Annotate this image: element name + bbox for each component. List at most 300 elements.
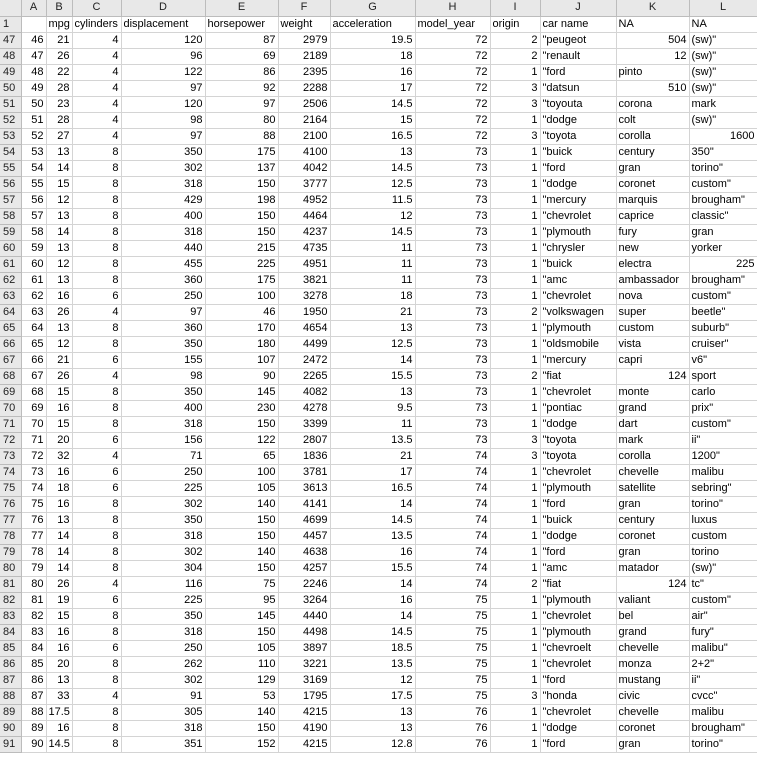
cell[interactable]: 9.5 [330, 400, 415, 416]
cell[interactable]: 69 [205, 48, 278, 64]
cell[interactable]: 16.5 [330, 480, 415, 496]
cell[interactable]: 2472 [278, 352, 330, 368]
cell[interactable]: "buick [540, 144, 616, 160]
cell[interactable]: 17.5 [330, 688, 415, 704]
cell[interactable]: "dodge [540, 416, 616, 432]
cell[interactable]: 6 [72, 432, 121, 448]
cell[interactable]: civic [616, 688, 689, 704]
cell[interactable]: 4 [72, 64, 121, 80]
cell[interactable]: 73 [415, 192, 490, 208]
cell[interactable]: malibu [689, 704, 757, 720]
cell[interactable]: 52 [21, 128, 46, 144]
cell[interactable]: grand [616, 400, 689, 416]
cell[interactable]: 15 [330, 112, 415, 128]
cell[interactable]: "mercury [540, 352, 616, 368]
cell[interactable]: 11 [330, 416, 415, 432]
cell[interactable]: (sw)" [689, 64, 757, 80]
cell[interactable]: 318 [121, 416, 205, 432]
cell[interactable]: 73 [415, 320, 490, 336]
cell[interactable]: 4257 [278, 560, 330, 576]
cell[interactable]: 3 [490, 80, 540, 96]
cell[interactable]: 120 [121, 32, 205, 48]
cell[interactable]: 15.5 [330, 560, 415, 576]
cell[interactable]: 73 [415, 384, 490, 400]
cell[interactable]: 81 [21, 592, 46, 608]
cell[interactable]: 26 [46, 368, 72, 384]
cell[interactable]: (sw)" [689, 560, 757, 576]
cell[interactable]: suburb" [689, 320, 757, 336]
cell[interactable]: 73 [415, 416, 490, 432]
cell[interactable]: coronet [616, 528, 689, 544]
cell[interactable]: 49 [21, 80, 46, 96]
cell[interactable]: 4638 [278, 544, 330, 560]
cell[interactable]: "toyota [540, 448, 616, 464]
cell[interactable]: 8 [72, 176, 121, 192]
cell[interactable]: 62 [21, 288, 46, 304]
cell[interactable]: 150 [205, 416, 278, 432]
cell[interactable]: 198 [205, 192, 278, 208]
cell[interactable]: 74 [415, 512, 490, 528]
cell[interactable]: 8 [72, 704, 121, 720]
cell[interactable]: 75 [415, 608, 490, 624]
row-header[interactable]: 77 [0, 512, 21, 528]
cell[interactable]: luxus [689, 512, 757, 528]
cell[interactable]: 8 [72, 528, 121, 544]
column-header-b[interactable]: B [46, 0, 72, 16]
row-header[interactable]: 79 [0, 544, 21, 560]
cell[interactable]: 73 [415, 208, 490, 224]
cell[interactable]: 4952 [278, 192, 330, 208]
row-header[interactable]: 51 [0, 96, 21, 112]
cell[interactable]: 1 [490, 560, 540, 576]
cell[interactable]: "fiat [540, 368, 616, 384]
cell[interactable]: coronet [616, 176, 689, 192]
cell[interactable]: 12.8 [330, 736, 415, 752]
column-header-d[interactable]: D [121, 0, 205, 16]
cell[interactable]: 16.5 [330, 128, 415, 144]
cell[interactable]: 87 [21, 688, 46, 704]
cell[interactable]: 350 [121, 512, 205, 528]
cell[interactable]: 110 [205, 656, 278, 672]
cell[interactable]: 1 [490, 288, 540, 304]
cell[interactable]: sebring" [689, 480, 757, 496]
cell[interactable]: 76 [21, 512, 46, 528]
cell[interactable]: 2 [490, 368, 540, 384]
cell[interactable]: 6 [72, 464, 121, 480]
cell[interactable]: "buick [540, 256, 616, 272]
cell[interactable]: NA [689, 16, 757, 32]
row-header[interactable]: 48 [0, 48, 21, 64]
cell[interactable]: 215 [205, 240, 278, 256]
cell[interactable]: 53 [205, 688, 278, 704]
cell[interactable]: gran [616, 736, 689, 752]
cell[interactable]: 4498 [278, 624, 330, 640]
cell[interactable]: 27 [46, 128, 72, 144]
cell[interactable]: 65 [205, 448, 278, 464]
row-header[interactable]: 54 [0, 144, 21, 160]
cell[interactable]: "plymouth [540, 320, 616, 336]
cell[interactable]: 13 [330, 144, 415, 160]
cell[interactable]: "chevrolet [540, 288, 616, 304]
cell[interactable]: 350" [689, 144, 757, 160]
cell[interactable]: 98 [121, 112, 205, 128]
cell[interactable]: "chrysler [540, 240, 616, 256]
cell[interactable]: ii" [689, 672, 757, 688]
cell[interactable]: 16 [46, 720, 72, 736]
cell[interactable]: 19 [46, 592, 72, 608]
cell[interactable]: 4 [72, 304, 121, 320]
cell[interactable]: 2 [490, 576, 540, 592]
cell[interactable]: 350 [121, 144, 205, 160]
row-header[interactable]: 63 [0, 288, 21, 304]
row-header[interactable]: 70 [0, 400, 21, 416]
cell[interactable]: 76 [415, 720, 490, 736]
cell[interactable]: 1 [490, 656, 540, 672]
cell[interactable]: bel [616, 608, 689, 624]
cell[interactable]: 18 [330, 48, 415, 64]
cell[interactable]: 13.5 [330, 656, 415, 672]
cell[interactable]: 13.5 [330, 432, 415, 448]
cell[interactable]: 17 [330, 80, 415, 96]
row-header[interactable]: 68 [0, 368, 21, 384]
cell[interactable]: 150 [205, 720, 278, 736]
cell[interactable]: 175 [205, 144, 278, 160]
cell[interactable]: 1 [490, 416, 540, 432]
row-header[interactable]: 86 [0, 656, 21, 672]
cell[interactable]: 46 [205, 304, 278, 320]
cell[interactable]: 180 [205, 336, 278, 352]
row-header[interactable]: 65 [0, 320, 21, 336]
cell[interactable]: "amc [540, 560, 616, 576]
cell[interactable]: "dodge [540, 176, 616, 192]
cell[interactable]: 8 [72, 624, 121, 640]
row-header[interactable]: 90 [0, 720, 21, 736]
cell[interactable]: 13.5 [330, 528, 415, 544]
cell[interactable]: 74 [415, 560, 490, 576]
cell[interactable]: 302 [121, 496, 205, 512]
cell[interactable]: "volkswagen [540, 304, 616, 320]
cell[interactable]: 47 [21, 48, 46, 64]
cell[interactable]: prix" [689, 400, 757, 416]
cell[interactable]: cruiser" [689, 336, 757, 352]
cell[interactable]: 1 [490, 144, 540, 160]
cell[interactable]: 4082 [278, 384, 330, 400]
row-header[interactable]: 91 [0, 736, 21, 752]
cell[interactable]: 55 [21, 176, 46, 192]
row-header[interactable]: 56 [0, 176, 21, 192]
cell[interactable]: capri [616, 352, 689, 368]
cell[interactable]: 510 [616, 80, 689, 96]
column-header-e[interactable]: E [205, 0, 278, 16]
cell[interactable]: 61 [21, 272, 46, 288]
cell[interactable]: 48 [21, 64, 46, 80]
cell[interactable]: 97 [121, 304, 205, 320]
row-header[interactable]: 80 [0, 560, 21, 576]
cell[interactable]: 14 [46, 224, 72, 240]
cell[interactable]: yorker [689, 240, 757, 256]
cell[interactable]: 80 [205, 112, 278, 128]
cell[interactable]: 83 [21, 624, 46, 640]
cell[interactable]: 1 [490, 640, 540, 656]
cell[interactable]: 60 [21, 256, 46, 272]
cell[interactable]: 13 [46, 208, 72, 224]
cell[interactable]: "chevrolet [540, 208, 616, 224]
cell[interactable]: 18 [46, 480, 72, 496]
cell[interactable]: 150 [205, 224, 278, 240]
cell[interactable]: 32 [46, 448, 72, 464]
cell[interactable]: 140 [205, 544, 278, 560]
cell[interactable]: 74 [415, 464, 490, 480]
cell[interactable]: 3897 [278, 640, 330, 656]
cell[interactable]: 3278 [278, 288, 330, 304]
cell[interactable]: 21 [46, 32, 72, 48]
cell[interactable]: 72 [415, 80, 490, 96]
cell[interactable]: monte [616, 384, 689, 400]
cell[interactable]: gran [616, 160, 689, 176]
cell[interactable]: 129 [205, 672, 278, 688]
cell[interactable]: "ford [540, 672, 616, 688]
cell[interactable]: 57 [21, 208, 46, 224]
cell[interactable]: 350 [121, 608, 205, 624]
cell[interactable]: 4042 [278, 160, 330, 176]
cell[interactable]: 3169 [278, 672, 330, 688]
cell[interactable]: (sw)" [689, 32, 757, 48]
cell[interactable]: 318 [121, 720, 205, 736]
cell[interactable]: 20 [46, 656, 72, 672]
cell[interactable]: 22 [46, 64, 72, 80]
cell[interactable]: 350 [121, 384, 205, 400]
cell[interactable]: 16 [46, 288, 72, 304]
row-header[interactable]: 57 [0, 192, 21, 208]
row-header[interactable]: 55 [0, 160, 21, 176]
cell[interactable]: 3 [490, 432, 540, 448]
cell[interactable]: 4 [72, 128, 121, 144]
cell[interactable]: "pontiac [540, 400, 616, 416]
cell[interactable]: matador [616, 560, 689, 576]
cell[interactable]: 2164 [278, 112, 330, 128]
cell[interactable]: 150 [205, 208, 278, 224]
cell[interactable]: 82 [21, 608, 46, 624]
cell[interactable]: 360 [121, 272, 205, 288]
cell[interactable]: 14 [46, 560, 72, 576]
cell[interactable]: 150 [205, 528, 278, 544]
cell[interactable]: model_year [415, 16, 490, 32]
cell[interactable]: 20 [46, 432, 72, 448]
cell[interactable]: displacement [121, 16, 205, 32]
cell[interactable]: 72 [415, 48, 490, 64]
cell[interactable]: 14 [46, 160, 72, 176]
cell[interactable]: cylinders [72, 16, 121, 32]
cell[interactable]: 75 [415, 592, 490, 608]
cell[interactable]: custom [689, 528, 757, 544]
cell[interactable]: 1 [490, 464, 540, 480]
cell[interactable]: 4735 [278, 240, 330, 256]
cell[interactable]: 17 [330, 464, 415, 480]
cell[interactable]: satellite [616, 480, 689, 496]
cell[interactable]: 74 [21, 480, 46, 496]
cell[interactable]: 90 [21, 736, 46, 752]
cell[interactable]: classic" [689, 208, 757, 224]
cell[interactable]: 120 [121, 96, 205, 112]
cell[interactable]: 14.5 [330, 512, 415, 528]
row-header[interactable]: 66 [0, 336, 21, 352]
cell[interactable]: malibu" [689, 640, 757, 656]
cell[interactable]: 302 [121, 672, 205, 688]
cell[interactable]: 8 [72, 496, 121, 512]
cell[interactable]: 302 [121, 544, 205, 560]
cell[interactable]: 75 [415, 640, 490, 656]
cell[interactable]: 230 [205, 400, 278, 416]
cell[interactable]: 72 [415, 32, 490, 48]
cell[interactable]: 75 [415, 688, 490, 704]
cell[interactable]: 150 [205, 512, 278, 528]
cell[interactable]: 4100 [278, 144, 330, 160]
cell[interactable]: 150 [205, 624, 278, 640]
cell[interactable]: 14.5 [46, 736, 72, 752]
cell[interactable]: grand [616, 624, 689, 640]
cell[interactable]: 8 [72, 720, 121, 736]
cell[interactable]: colt [616, 112, 689, 128]
cell[interactable]: 175 [205, 272, 278, 288]
cell[interactable]: 4141 [278, 496, 330, 512]
cell[interactable]: custom" [689, 592, 757, 608]
cell[interactable]: 12 [330, 672, 415, 688]
cell[interactable]: 26 [46, 48, 72, 64]
cell[interactable]: "chevrolet [540, 608, 616, 624]
cell[interactable]: mark [689, 96, 757, 112]
cell[interactable]: 13 [330, 320, 415, 336]
cell[interactable]: 26 [46, 576, 72, 592]
cell[interactable]: 97 [121, 80, 205, 96]
cell[interactable]: 8 [72, 224, 121, 240]
cell[interactable]: 15 [46, 416, 72, 432]
cell[interactable]: 8 [72, 736, 121, 752]
cell[interactable]: 74 [415, 528, 490, 544]
cell[interactable]: "ford [540, 496, 616, 512]
cell[interactable]: 11 [330, 256, 415, 272]
cell[interactable]: 1 [490, 480, 540, 496]
cell[interactable]: custom" [689, 176, 757, 192]
cell[interactable]: 13 [330, 704, 415, 720]
cell[interactable]: 8 [72, 240, 121, 256]
cell[interactable]: 12 [330, 208, 415, 224]
cell[interactable]: corolla [616, 448, 689, 464]
cell[interactable]: 21 [330, 304, 415, 320]
cell[interactable]: 4 [72, 576, 121, 592]
row-header[interactable]: 61 [0, 256, 21, 272]
cell[interactable]: 73 [415, 288, 490, 304]
row-header[interactable]: 53 [0, 128, 21, 144]
column-header-h[interactable]: H [415, 0, 490, 16]
cell[interactable]: 90 [205, 368, 278, 384]
cell[interactable]: ambassador [616, 272, 689, 288]
cell[interactable]: 105 [205, 640, 278, 656]
cell[interactable]: 1 [490, 608, 540, 624]
cell[interactable]: 4 [72, 368, 121, 384]
row-header[interactable]: 49 [0, 64, 21, 80]
cell[interactable]: 1 [490, 224, 540, 240]
cell[interactable]: corona [616, 96, 689, 112]
cell[interactable]: 1600 [689, 128, 757, 144]
cell[interactable]: 155 [121, 352, 205, 368]
cell[interactable]: 13 [46, 144, 72, 160]
cell[interactable]: 3 [490, 688, 540, 704]
cell[interactable]: 2 [490, 304, 540, 320]
cell[interactable]: 225 [689, 256, 757, 272]
cell[interactable]: 262 [121, 656, 205, 672]
row-header[interactable]: 82 [0, 592, 21, 608]
row-header[interactable]: 69 [0, 384, 21, 400]
column-header-l[interactable]: L [689, 0, 757, 16]
cell[interactable]: 318 [121, 624, 205, 640]
cell[interactable]: 13 [46, 272, 72, 288]
cell[interactable]: 3221 [278, 656, 330, 672]
cell[interactable]: 73 [415, 368, 490, 384]
cell[interactable]: 105 [205, 480, 278, 496]
cell[interactable]: 2 [490, 32, 540, 48]
cell[interactable]: 440 [121, 240, 205, 256]
cell[interactable]: gran [616, 544, 689, 560]
cell[interactable]: 8 [72, 256, 121, 272]
cell[interactable]: 71 [21, 432, 46, 448]
cell[interactable]: 1 [490, 704, 540, 720]
cell[interactable]: 1 [490, 352, 540, 368]
cell[interactable]: 145 [205, 608, 278, 624]
cell[interactable]: 21 [330, 448, 415, 464]
cell[interactable]: 3 [490, 128, 540, 144]
cell[interactable]: "chevrolet [540, 384, 616, 400]
cell[interactable]: 16 [46, 400, 72, 416]
cell[interactable]: marquis [616, 192, 689, 208]
cell[interactable]: "mercury [540, 192, 616, 208]
cell[interactable]: 1200" [689, 448, 757, 464]
cell[interactable]: 400 [121, 400, 205, 416]
row-header[interactable]: 75 [0, 480, 21, 496]
cell[interactable]: 4 [72, 448, 121, 464]
cell[interactable]: dart [616, 416, 689, 432]
cell[interactable]: 124 [616, 576, 689, 592]
cell[interactable]: 73 [21, 464, 46, 480]
row-header[interactable]: 60 [0, 240, 21, 256]
cell[interactable]: 97 [205, 96, 278, 112]
cell[interactable]: 13 [46, 672, 72, 688]
cell[interactable]: 400 [121, 208, 205, 224]
cell[interactable]: 75 [21, 496, 46, 512]
cell[interactable]: 2189 [278, 48, 330, 64]
row-header[interactable]: 1 [0, 16, 21, 32]
cell[interactable]: 73 [415, 352, 490, 368]
cell[interactable]: 4951 [278, 256, 330, 272]
cell[interactable]: 69 [21, 400, 46, 416]
cell[interactable]: 3 [490, 96, 540, 112]
cell[interactable]: 4 [72, 112, 121, 128]
cell[interactable]: 14.5 [330, 224, 415, 240]
cell[interactable]: 73 [415, 224, 490, 240]
cell[interactable]: chevelle [616, 464, 689, 480]
cell[interactable]: 1795 [278, 688, 330, 704]
cell[interactable]: 305 [121, 704, 205, 720]
cell[interactable]: 8 [72, 160, 121, 176]
cell[interactable]: air" [689, 608, 757, 624]
cell[interactable]: torino" [689, 736, 757, 752]
column-header-i[interactable]: I [490, 0, 540, 16]
cell[interactable]: 4 [72, 48, 121, 64]
cell[interactable]: 50 [21, 96, 46, 112]
cell[interactable]: 73 [415, 272, 490, 288]
cell[interactable]: "toyota [540, 432, 616, 448]
cell[interactable]: 70 [21, 416, 46, 432]
cell[interactable]: fury [616, 224, 689, 240]
